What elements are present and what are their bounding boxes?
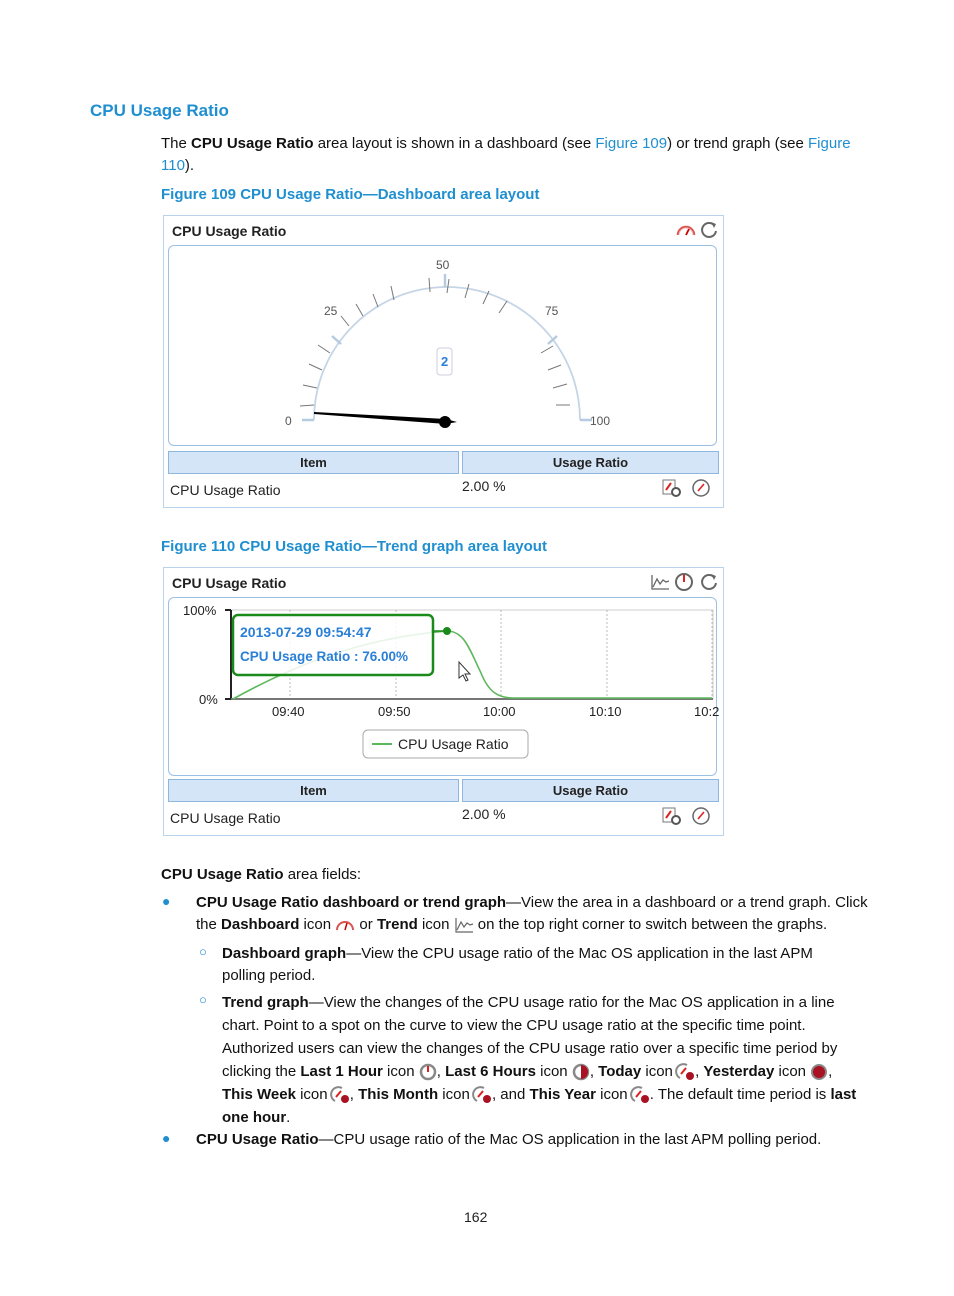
field-bold: CPU Usage Ratio dashboard or trend graph (196, 894, 507, 911)
field-text: icon (299, 916, 336, 933)
x-label: 10:2 (694, 704, 720, 719)
sub-bullet-icon: ○ (199, 992, 207, 1007)
legend-label: CPU Usage Ratio (398, 736, 509, 752)
x-label: 09:40 (272, 704, 305, 719)
trend-icon[interactable] (650, 573, 670, 591)
this-week-icon (332, 1086, 350, 1104)
x-label: 10:00 (483, 704, 516, 719)
gauge-label-0: 0 (285, 414, 292, 428)
settings-icon[interactable] (662, 478, 682, 498)
gauge-area (168, 245, 717, 446)
field-bold: This Year (529, 1086, 596, 1103)
field-text: icon (641, 1063, 678, 1080)
x-label: 09:50 (378, 704, 411, 719)
last-1-hour-icon (419, 1063, 437, 1081)
figure-110-link[interactable]: Figure (808, 135, 851, 152)
intro-text: The (161, 135, 192, 152)
gauge-label-75: 75 (545, 304, 559, 318)
field-bold: This Month (358, 1086, 439, 1103)
dashboard-panel (163, 215, 724, 508)
column-header-item[interactable]: Item (168, 779, 459, 802)
field-bold: Last 1 Hour (300, 1063, 383, 1080)
x-label: 10:10 (589, 704, 622, 719)
fields-intro-text: area fields: (283, 866, 362, 883)
column-header-usage-ratio[interactable]: Usage Ratio (462, 451, 719, 474)
tooltip-value: CPU Usage Ratio : 76.00% (240, 649, 409, 664)
panel-title: CPU Usage Ratio (172, 223, 287, 239)
field-text: Authorized users can view the changes of the CPU usage ratio over a specific time period by (222, 1040, 838, 1057)
field-text: clicking the (222, 1063, 301, 1080)
field-bold: one hour (222, 1109, 287, 1126)
intro-paragraph (161, 133, 871, 177)
field-text: icon (774, 1063, 811, 1080)
field-sub-dashboard (222, 943, 872, 987)
gauge-value-badge: 2 (441, 354, 449, 369)
field-bold: Dashboard graph (222, 945, 347, 962)
panel-title: CPU Usage Ratio (172, 575, 287, 591)
figure-110-link-cont[interactable]: 110 (161, 157, 185, 174)
refresh-icon[interactable] (699, 220, 719, 240)
field-text: icon (535, 1063, 572, 1080)
section-title: CPU Usage Ratio (90, 101, 229, 120)
y-label-0: 0% (199, 692, 218, 707)
field-text: —View the CPU usage ratio of the Mac OS application in the last APM (346, 945, 813, 962)
this-month-icon (474, 1086, 492, 1104)
field-bold: Trend graph (222, 994, 309, 1011)
dashboard-icon (335, 918, 355, 932)
field-text: icon (438, 1086, 474, 1103)
field-text: or (355, 916, 377, 933)
column-header-item[interactable]: Item (168, 451, 459, 474)
gauge-chart (169, 246, 716, 445)
field-bold: Dashboard (221, 916, 300, 933)
dashboard-icon[interactable] (676, 222, 696, 238)
field-sub-trend (222, 991, 872, 1129)
field-text: icon (295, 1086, 332, 1103)
field-bold: CPU Usage Ratio (196, 1131, 319, 1148)
field-text: , (436, 1063, 446, 1080)
yesterday-icon (810, 1063, 828, 1081)
field-text: —View the area in a dashboard or a trend graph. Click (506, 894, 868, 911)
page-number: 162 (464, 1209, 488, 1225)
intro-bold: CPU Usage Ratio (191, 135, 314, 152)
figure-109-link[interactable]: Figure 109 (595, 135, 668, 152)
bullet-icon: ● (162, 893, 171, 909)
field-text: , (349, 1086, 359, 1103)
field-text: on the top right corner to switch between the graphs. (473, 916, 828, 933)
intro-text: ). (184, 157, 195, 174)
this-year-icon (632, 1086, 650, 1104)
figure-109-caption: Figure 109 CPU Usage Ratio—Dashboard area layout (161, 186, 540, 203)
field-item-graph (196, 892, 876, 936)
field-text: chart. Point to a spot on the curve to view the CPU usage ratio at the specific time point. (222, 1017, 806, 1034)
field-text: polling period. (222, 967, 316, 984)
field-text: . (286, 1109, 291, 1126)
field-text: , and (491, 1086, 530, 1103)
settings-icon[interactable] (662, 806, 682, 826)
today-icon (677, 1063, 695, 1081)
field-bold: Last 6 Hours (445, 1063, 536, 1080)
field-item-usage (196, 1129, 876, 1151)
row-value: 2.00 % (462, 806, 506, 822)
field-text: , (828, 1063, 833, 1080)
fields-intro (161, 864, 361, 886)
row-item: CPU Usage Ratio (170, 810, 281, 826)
mouse-cursor (459, 662, 470, 681)
column-header-usage-ratio[interactable]: Usage Ratio (462, 779, 719, 802)
gauge-label-50: 50 (436, 258, 450, 272)
time-period-icon[interactable] (674, 572, 694, 592)
field-bold: Yesterday (703, 1063, 775, 1080)
row-item: CPU Usage Ratio (170, 482, 281, 498)
figure-110-caption: Figure 110 CPU Usage Ratio—Trend graph area layout (161, 538, 547, 555)
fields-intro-bold: CPU Usage Ratio (161, 866, 284, 883)
field-text: the (196, 916, 222, 933)
field-bold: This Week (222, 1086, 296, 1103)
intro-text: area layout is shown in a dashboard (see (313, 135, 596, 152)
field-bold: Trend (376, 916, 418, 933)
field-text: —CPU usage ratio of the Mac OS application in the last APM polling period. (318, 1131, 822, 1148)
gauge-icon[interactable] (691, 478, 711, 498)
field-text: . The default time period is (649, 1086, 831, 1103)
bullet-icon: ● (162, 1130, 171, 1146)
refresh-icon[interactable] (699, 572, 719, 592)
field-bold: last (830, 1086, 857, 1103)
field-text: icon (595, 1086, 632, 1103)
tooltip-time: 2013-07-29 09:54:47 (240, 624, 372, 640)
trend-panel (163, 567, 724, 836)
field-text: , (695, 1063, 704, 1080)
intro-text: ) or trend graph (see (667, 135, 809, 152)
row-value: 2.00 % (462, 478, 506, 494)
field-text: —View the changes of the CPU usage ratio for the Mac OS application in a line (308, 994, 835, 1011)
field-bold: Today (598, 1063, 642, 1080)
trend-chart (169, 598, 720, 775)
field-text: icon (417, 916, 454, 933)
y-label-100: 100% (183, 603, 217, 618)
gauge-icon[interactable] (691, 806, 711, 826)
trend-icon (454, 917, 474, 933)
gauge-label-100: 100 (590, 414, 611, 428)
last-6-hours-icon (572, 1063, 590, 1081)
trend-chart-area (168, 597, 720, 776)
sub-bullet-icon: ○ (199, 944, 207, 959)
field-text: , (589, 1063, 599, 1080)
gauge-label-25: 25 (324, 304, 338, 318)
field-text: icon (382, 1063, 419, 1080)
